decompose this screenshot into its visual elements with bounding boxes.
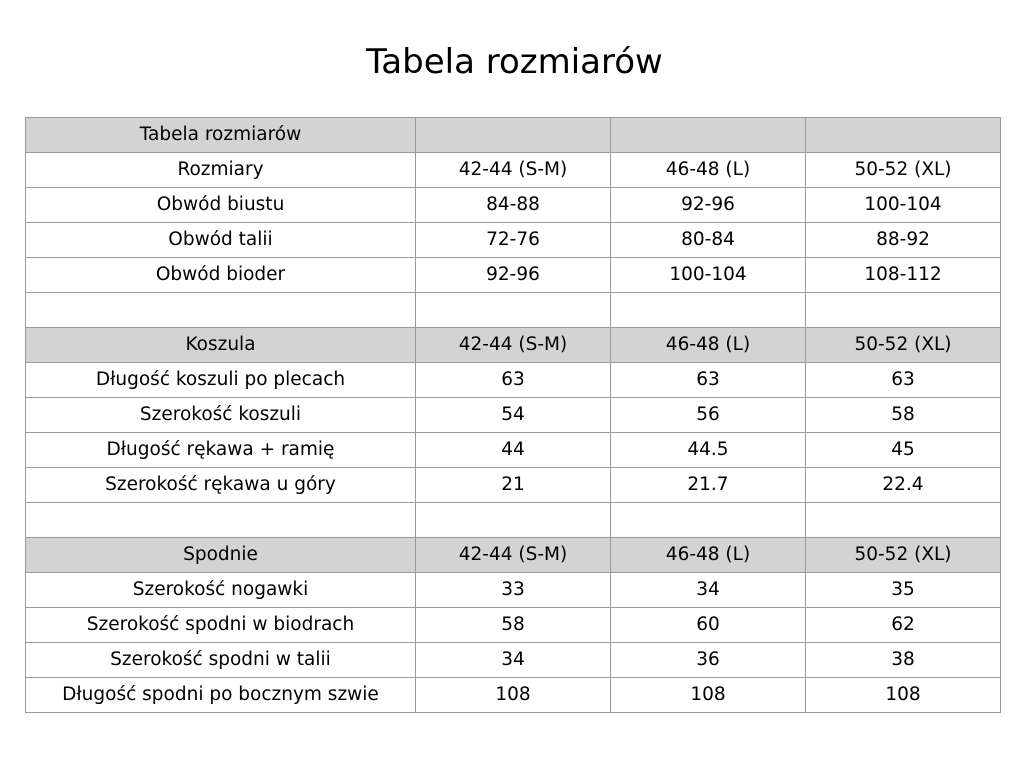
value-cell: 63 (416, 363, 611, 398)
value-cell: 33 (416, 573, 611, 608)
row-label-cell: Szerokość rękawa u góry (26, 468, 416, 503)
row-label-cell: Długość spodni po bocznym szwie (26, 678, 416, 713)
value-cell: 108-112 (806, 258, 1001, 293)
size-table (25, 117, 1001, 713)
table-row (26, 398, 1001, 433)
value-cell (416, 293, 611, 328)
value-cell (806, 293, 1001, 328)
size-header-cell: 50-52 (XL) (806, 328, 1001, 363)
value-cell: 92-96 (611, 188, 806, 223)
value-cell: 44.5 (611, 433, 806, 468)
row-label-cell: Szerokość koszuli (26, 398, 416, 433)
table-row (26, 223, 1001, 258)
value-cell: 92-96 (416, 258, 611, 293)
value-cell: 63 (806, 363, 1001, 398)
section-title-cell: Tabela rozmiarów (26, 118, 416, 153)
row-label-cell: Szerokość spodni w talii (26, 643, 416, 678)
row-label-cell (26, 293, 416, 328)
spacer-row (26, 293, 1001, 328)
table-row (26, 188, 1001, 223)
value-cell: 21 (416, 468, 611, 503)
size-header-cell (416, 118, 611, 153)
value-cell: 56 (611, 398, 806, 433)
value-cell: 63 (611, 363, 806, 398)
value-cell: 44 (416, 433, 611, 468)
section-title-cell: Spodnie (26, 538, 416, 573)
value-cell: 60 (611, 608, 806, 643)
spacer-row (26, 503, 1001, 538)
row-label-cell: Długość koszuli po plecach (26, 363, 416, 398)
value-cell: 50-52 (XL) (806, 153, 1001, 188)
value-cell (611, 293, 806, 328)
value-cell (416, 503, 611, 538)
value-cell: 46-48 (L) (611, 153, 806, 188)
value-cell: 45 (806, 433, 1001, 468)
table-row (26, 643, 1001, 678)
size-header-cell: 42-44 (S-M) (416, 538, 611, 573)
row-label-cell: Obwód biustu (26, 188, 416, 223)
value-cell: 58 (416, 608, 611, 643)
page-title: Tabela rozmiarów (366, 42, 663, 82)
table-row (26, 258, 1001, 293)
value-cell: 58 (806, 398, 1001, 433)
row-label-cell: Obwód talii (26, 223, 416, 258)
value-cell: 72-76 (416, 223, 611, 258)
value-cell: 100-104 (611, 258, 806, 293)
table-row (26, 678, 1001, 713)
row-label-cell: Szerokość spodni w biodrach (26, 608, 416, 643)
table-row (26, 363, 1001, 398)
value-cell (806, 503, 1001, 538)
table-row (26, 608, 1001, 643)
row-label-cell: Szerokość nogawki (26, 573, 416, 608)
value-cell: 36 (611, 643, 806, 678)
value-cell: 35 (806, 573, 1001, 608)
size-header-cell: 46-48 (L) (611, 538, 806, 573)
value-cell: 108 (611, 678, 806, 713)
section-title-cell: Koszula (26, 328, 416, 363)
size-table-body (26, 118, 1001, 713)
value-cell: 62 (806, 608, 1001, 643)
size-header-cell: 50-52 (XL) (806, 538, 1001, 573)
table-row (26, 468, 1001, 503)
value-cell: 108 (416, 678, 611, 713)
value-cell: 21.7 (611, 468, 806, 503)
section-header-row (26, 328, 1001, 363)
section-header-row (26, 118, 1001, 153)
table-row (26, 153, 1001, 188)
section-header-row (26, 538, 1001, 573)
table-row (26, 573, 1001, 608)
row-label-cell: Długość rękawa + ramię (26, 433, 416, 468)
value-cell: 22.4 (806, 468, 1001, 503)
value-cell: 88-92 (806, 223, 1001, 258)
value-cell: 34 (611, 573, 806, 608)
value-cell: 100-104 (806, 188, 1001, 223)
row-label-cell (26, 503, 416, 538)
value-cell: 108 (806, 678, 1001, 713)
size-header-cell (806, 118, 1001, 153)
size-header-cell: 42-44 (S-M) (416, 328, 611, 363)
value-cell: 80-84 (611, 223, 806, 258)
value-cell: 34 (416, 643, 611, 678)
row-label-cell: Obwód bioder (26, 258, 416, 293)
value-cell: 38 (806, 643, 1001, 678)
value-cell (611, 503, 806, 538)
value-cell: 84-88 (416, 188, 611, 223)
size-header-cell (611, 118, 806, 153)
table-row (26, 433, 1001, 468)
size-header-cell: 46-48 (L) (611, 328, 806, 363)
value-cell: 42-44 (S-M) (416, 153, 611, 188)
value-cell: 54 (416, 398, 611, 433)
row-label-cell: Rozmiary (26, 153, 416, 188)
